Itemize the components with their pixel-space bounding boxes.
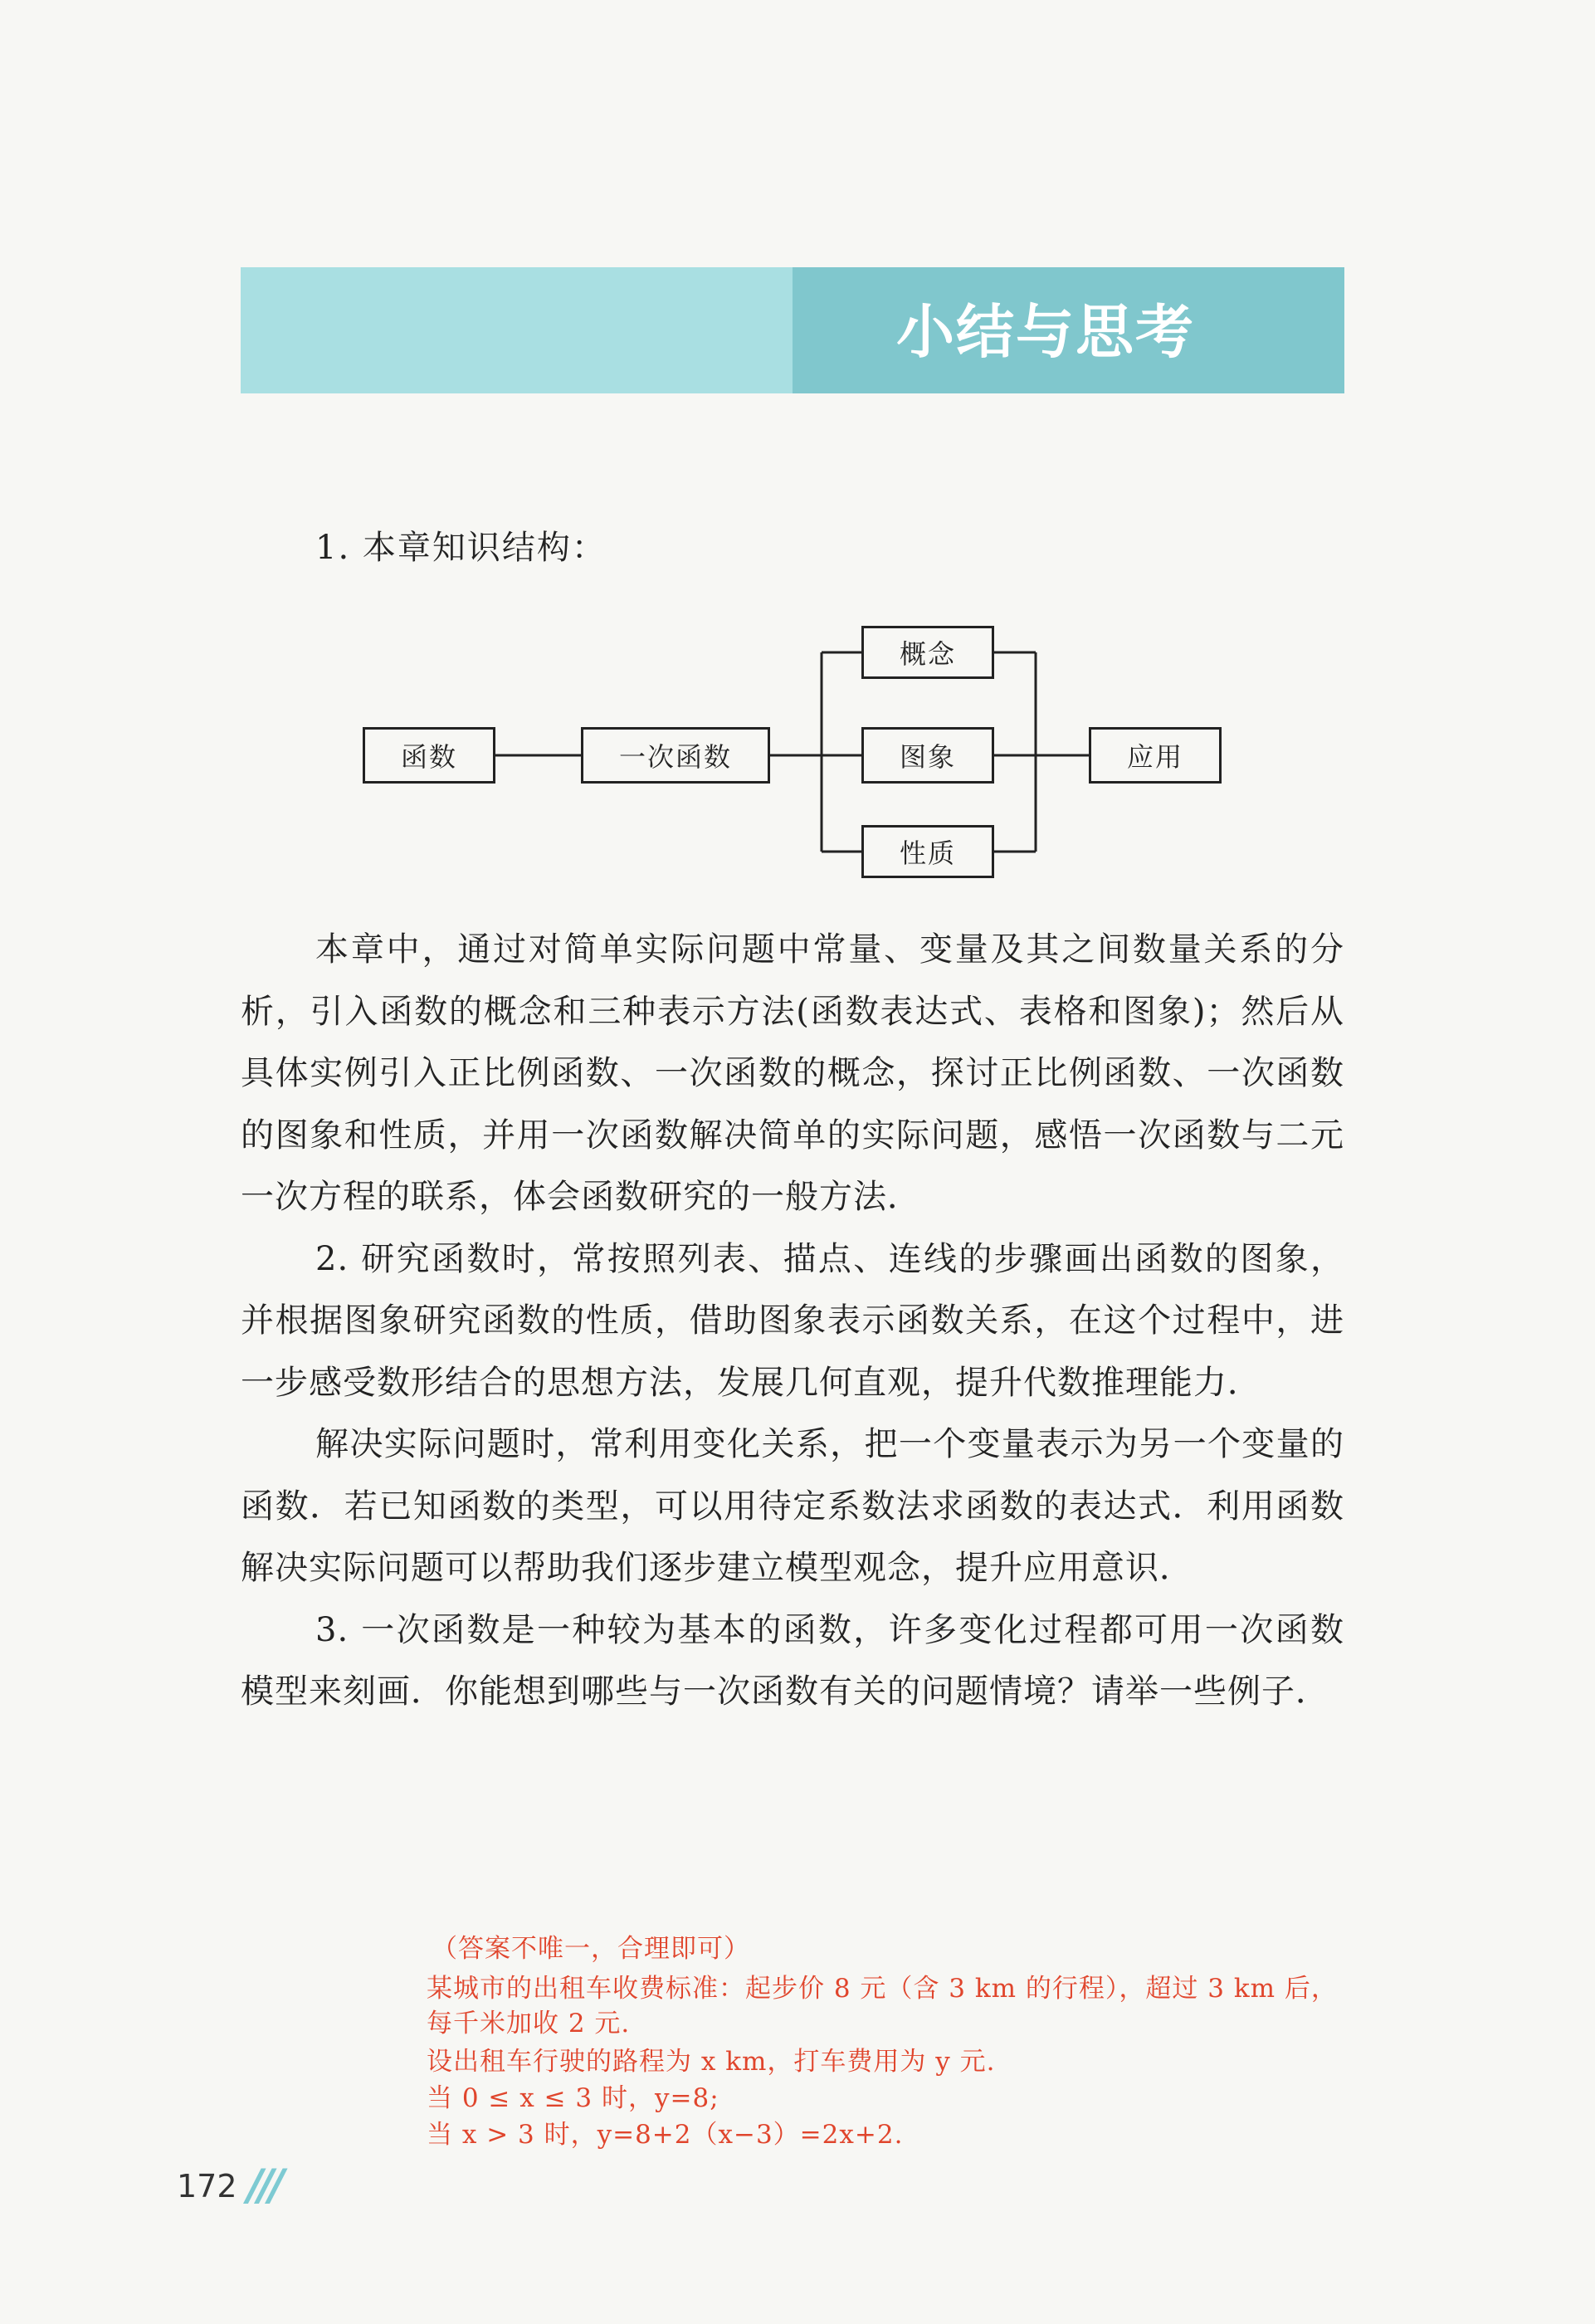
body-text (241, 919, 1344, 1723)
page-number-decoration: /// (247, 2160, 280, 2210)
answer-line: 设出租车行驶的路程为 x km，打车费用为 y 元. (427, 2047, 996, 2077)
node-property: 性质 (861, 825, 994, 878)
node-function: 函数 (363, 727, 495, 784)
answer-line: 当 x > 3 时，y=8+2（x−3）=2x+2. (427, 2120, 904, 2150)
page-number: 172 (177, 2168, 237, 2204)
paragraph-summary: 本章中，通过对简单实际问题中常量、变量及其之间数量关系的分析，引入函数的概念和三种表示方法(函数表达式、表格和图象)；然后从具体实例引入正比例函数、一次函数的概念，探讨正比例函数、一次函数的图象和性质，并用一次函数解决简单的实际问题，感悟一次函数与二元一次方程的联系，体会函数研究的一般方法． (241, 930, 1344, 1216)
page-title: 小结与思考 (896, 298, 1195, 366)
node-linear-function: 一次函数 (581, 727, 770, 784)
paragraph-practical-problems: 解决实际问题时，常利用变化关系，把一个变量表示为另一个变量的函数．若已知函数的类型，可以用待定系数法求函数的表达式．利用函数解决实际问题可以帮助我们逐步建立模型观念，提升应用意识． (241, 1425, 1344, 1587)
answer-line: 每千米加收 2 元. (427, 2009, 631, 2038)
paragraph-graph-study: 2. 研究函数时，常按照列表、描点、连线的步骤画出函数的图象，并根据图象研究函数的性质，借助图象表示函数关系，在这个过程中，进一步感受数形结合的思想方法，发展几何直观，提升代数推理能力． (241, 1239, 1344, 1402)
answer-line: 某城市的出租车收费标准：起步价 8 元（含 3 km 的行程），超过 3 km 后， (427, 1974, 1338, 2004)
answer-line: 当 0 ≤ x ≤ 3 时，y=8; (427, 2083, 719, 2113)
answer-note: （答案不唯一，合理即可） (432, 1934, 750, 1964)
node-graph: 图象 (861, 727, 994, 784)
paragraph-question: 3. 一次函数是一种较为基本的函数，许多变化过程都可用一次函数模型来刻画．你能想到哪些与一次函数有关的问题情境？请举一些例子． (241, 1610, 1344, 1711)
node-application: 应用 (1089, 727, 1222, 784)
section-heading: 1. 本章知识结构： (315, 529, 607, 567)
node-concept: 概念 (861, 626, 994, 679)
